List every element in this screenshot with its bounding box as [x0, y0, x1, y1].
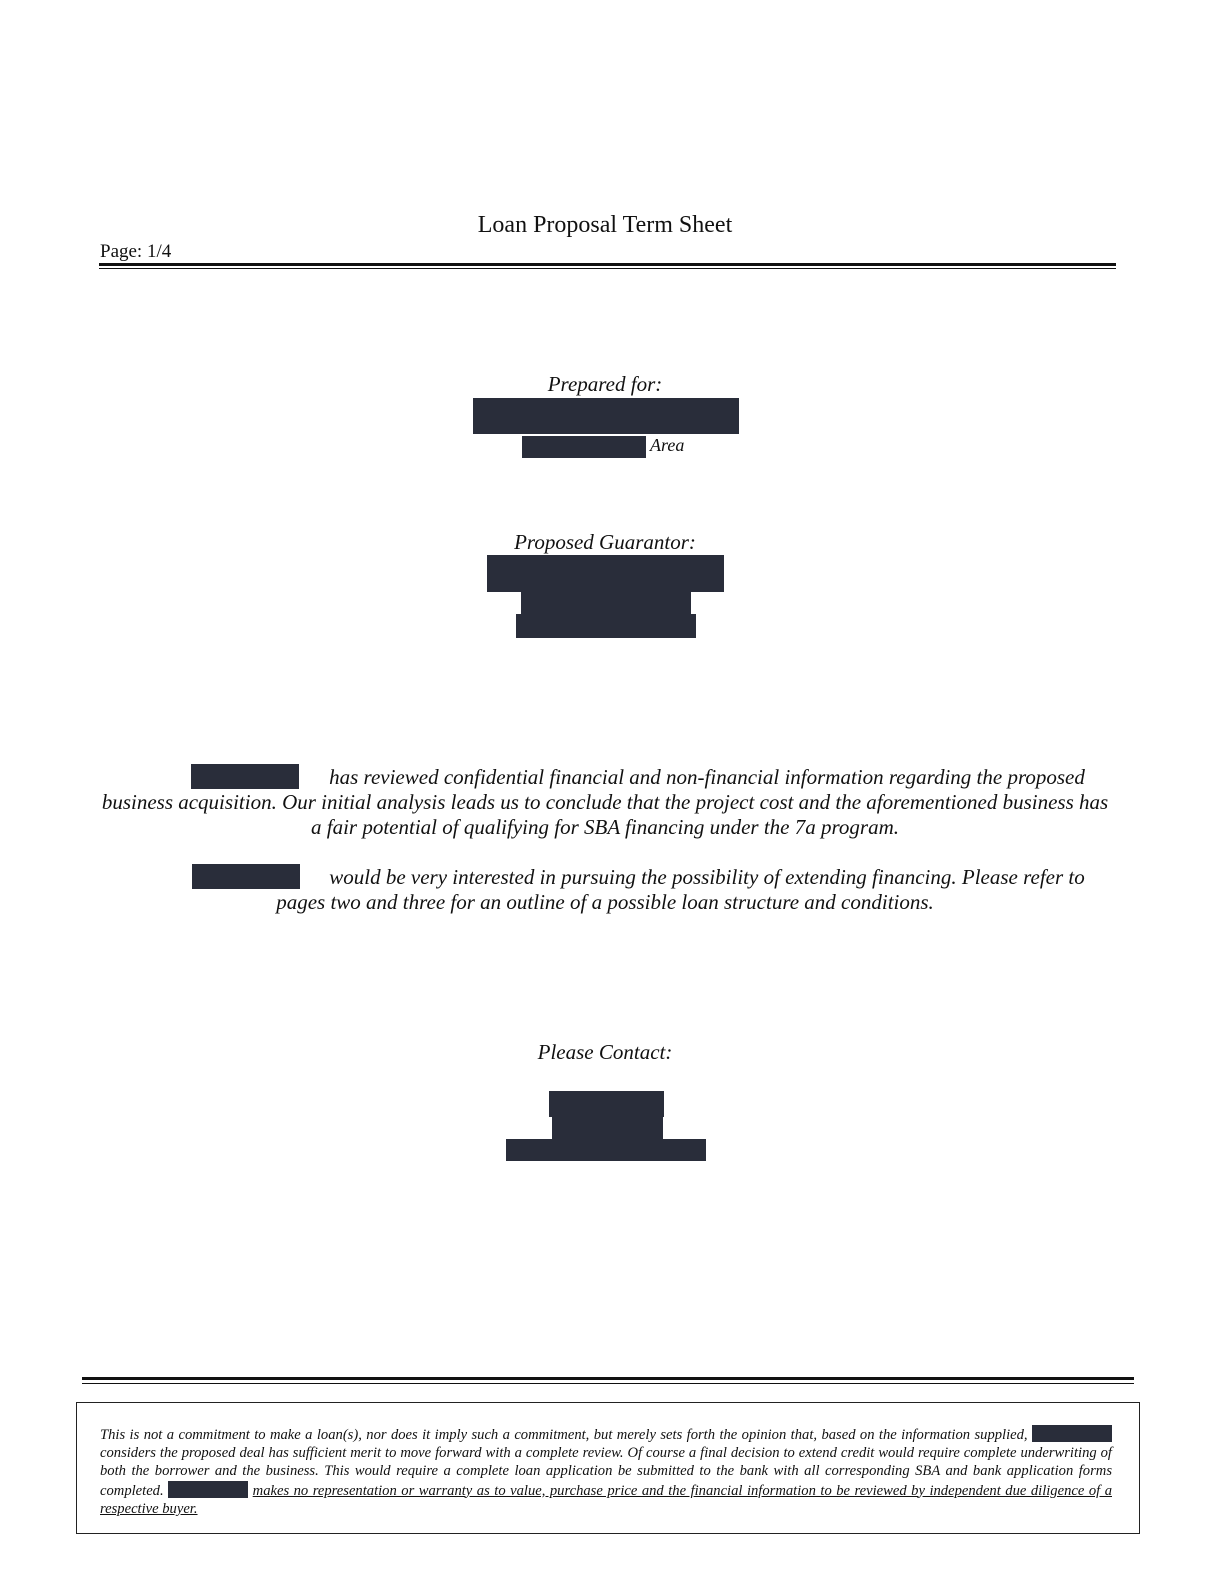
prepared-for-label: Prepared for: [547, 372, 663, 396]
redacted-guarantor-line3 [516, 614, 696, 638]
disclaimer-part-3: makes no representation or warranty as to value, purchase price and the financial information to be reviewed by independent due diligence of a respective buyer. [100, 1482, 1112, 1517]
header-rule-thick [99, 263, 1116, 266]
redacted-client-name [473, 398, 739, 434]
redacted-guarantor-line1 [487, 555, 724, 592]
redacted-client-location [522, 436, 646, 458]
disclaimer-part-2: considers the proposed deal has sufficient merit to move forward with a complete review. Of course a final decision to extend credit would require complete underwriting of both the borrower and the business. This would require a complete loan application be submitted to the bank with all corresponding SBA and bank application forms completed. [100, 1445, 1112, 1499]
disclaimer-text [100, 1425, 1112, 1518]
redacted-lender-name [168, 1481, 248, 1498]
redacted-lender-name [1032, 1425, 1112, 1442]
page-number: Page: 1/4 [100, 241, 172, 262]
footer-rule-thick [82, 1377, 1134, 1380]
area-label: Area [650, 435, 685, 455]
paragraph-1-text: has reviewed confidential financial and non-financial information regarding the proposed business acquisition. Our initial analysis leads us to conclude that the project cost and the aforementioned business has a fair potential of qualifying for SBA financing under the 7a program. [101, 765, 1109, 839]
footer-rule-thin [82, 1383, 1134, 1384]
body-paragraph-1 [100, 765, 1110, 840]
document-title: Loan Proposal Term Sheet [477, 212, 733, 238]
header-rule-thin [99, 268, 1116, 269]
body-paragraph-2 [100, 865, 1110, 915]
disclaimer-part-1: This is not a commitment to make a loan(s), nor does it imply such a commitment, but merely sets forth the opinion that, based on the information supplied, [100, 1427, 1028, 1443]
paragraph-2-text: would be very interested in pursuing the possibility of extending financing. Please refer to pages two and three for an outline of a possible loan structure and conditions. [276, 865, 1085, 914]
redaction-spacer [125, 774, 329, 784]
redacted-guarantor-line2 [521, 591, 691, 615]
guarantor-label: Proposed Guarantor: [514, 530, 696, 554]
contact-label: Please Contact: [537, 1040, 673, 1064]
redacted-contact-line3 [506, 1139, 706, 1161]
redacted-contact-line2 [552, 1116, 663, 1141]
redacted-contact-line1 [549, 1091, 664, 1117]
redaction-spacer [125, 874, 329, 884]
